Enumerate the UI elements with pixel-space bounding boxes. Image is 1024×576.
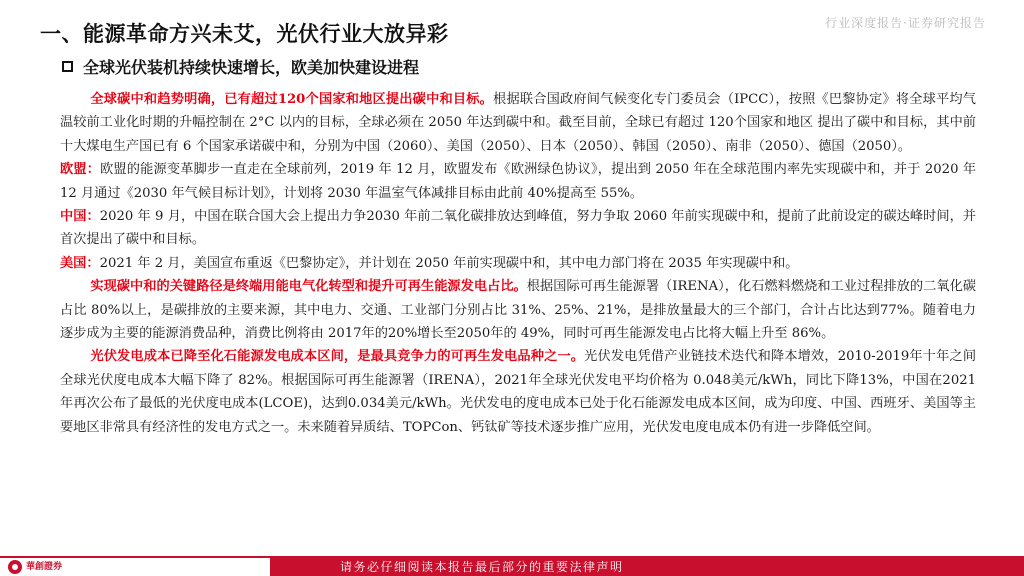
paragraph-text: 欧盟的能源变革脚步一直走在全球前列，2019 年 12 月，欧盟发布《欧洲绿色协议》，提出到 2050 年在全球范围内率先实现碳中和，并于 2020 年 12 月通过《2030 年气候目标计划》，计划将 2030 年温室气体减排目标由此前 40%提高至 55%。	[60, 162, 977, 201]
company-logo	[8, 560, 62, 574]
logo-icon	[8, 560, 22, 574]
paragraph-text: 2021 年 2 月，美国宣布重返《巴黎协定》，并计划在 2050 年前实现碳中和，其中电力部门将在 2035 年实现碳中和。	[99, 255, 799, 271]
paragraph-lead: 美国：	[60, 255, 100, 271]
square-bullet-icon	[62, 61, 73, 72]
paragraph-lead: 光伏发电成本已降至化石能源发电成本区间，是最具竞争力的可再生发电品种之一。	[90, 349, 585, 365]
paragraph-pv-cost	[60, 345, 976, 439]
logo-text: 華創證券	[26, 562, 63, 572]
paragraph-lead: 欧盟：	[60, 162, 101, 178]
section-heading	[62, 55, 419, 78]
body-content	[60, 88, 976, 439]
paragraph-carbon-neutral	[60, 88, 976, 158]
paragraph-us	[60, 252, 976, 275]
page-title: 一、能源革命方兴未艾，光伏行业大放异彩	[40, 22, 449, 46]
paragraph-lead: 全球碳中和趋势明确，已有超过120个国家和地区提出碳中和目标。	[90, 92, 494, 107]
footer	[0, 558, 1024, 576]
section-subtitle: 全球光伏装机持续快速增长，欧美加快建设进程	[83, 58, 420, 77]
paragraph-text: 光伏发电凭借产业链技术迭代和降本增效，2010-2019年十年之间全球光伏度电成本大幅下降了 82%。根据国际可再生能源署（IRENA），2021年全球光伏发电平均价格为 0.048美元/kWh，同比下降13%，中国在2021年再次公布了最低的光伏度电成本(LCOE)，达到0.034美元/kWh。光伏发电的度电成本已处于化石能源发电成本区间，成为印度、中国、西班牙、美国等主要地区非常具有经济性的发电方式之一。未来随着异质结、TOPCon、钙钛矿等技术逐步推广应用，光伏发电度电成本仍有进一步降低空间。	[60, 349, 977, 435]
paragraph-china	[60, 205, 976, 252]
legal-notice: 请务必仔细阅读本报告最后部分的重要法律声明	[340, 560, 624, 574]
paragraph-eu	[60, 158, 976, 205]
paragraph-lead: 中国：	[60, 209, 100, 225]
report-type-tag: 行业深度报告·证券研究报告	[825, 16, 986, 30]
paragraph-text: 根据国际可再生能源署（IRENA），化石燃料燃烧和工业过程排放的二氧化碳占比 80%以上，是碳排放的主要来源，其中电力、交通、工业部门分别占比 31%、25%、21%，是排放量最大的三个部门，合计占比达到77%。随着电力逐步成为主要的能源消费品种，消费比例将由 2017年的20%增长至2050年的 49%，同时可再生能源发电占比将大幅上升至 86%。	[60, 279, 976, 342]
paragraph-electrification	[60, 275, 976, 345]
paragraph-text: 根据联合国政府间气候变化专门委员会（IPCC），按照《巴黎协定》将全球平均气温较前工业化时期的升幅控制在 2°C 以内的目标，全球必须在 2050 年达到碳中和。截至目前，全球已有超过 120个国家和地区 提出了碳中和目标，其中前十大煤电生产国已有 6 个国家承诺碳中和，分别为中国（2060）、美国（2050）、日本（2050）、韩国（2050）、南非（2050）、德国（2050）。	[60, 92, 976, 154]
paragraph-text: 2020 年 9 月，中国在联合国大会上提出力争2030 年前二氧化碳排放达到峰值，努力争取 2060 年前实现碳中和，提前了此前设定的碳达峰时间，并首次提出了碳中和目标。	[60, 209, 976, 248]
paragraph-lead: 实现碳中和的关键路径是终端用能电气化转型和提升可再生能源发电占比。	[90, 279, 527, 295]
